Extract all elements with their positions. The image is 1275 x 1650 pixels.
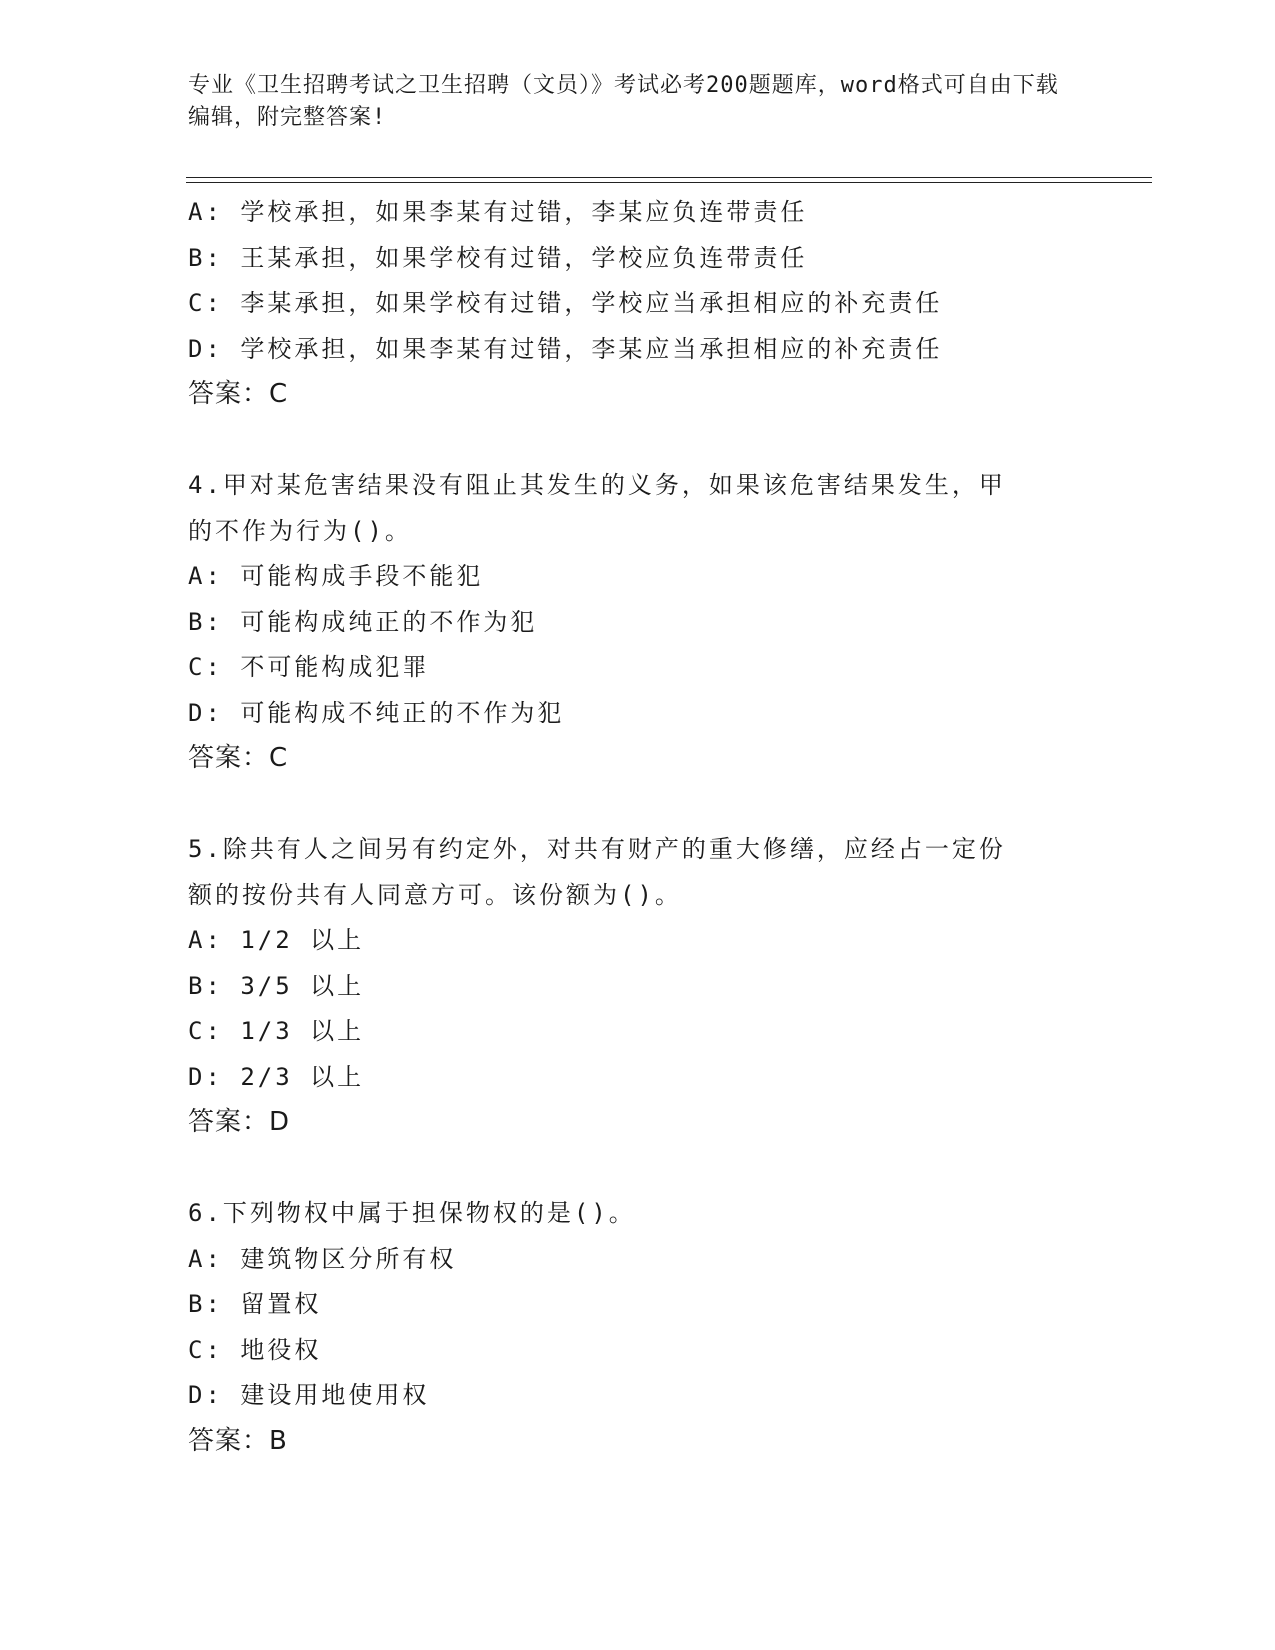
question-stem: 5.除共有人之间另有约定外，对共有财产的重大修缮，应经占一定份 <box>188 835 1006 863</box>
spacer <box>188 418 1068 464</box>
option-b: B: 可能构成纯正的不作为犯 <box>188 607 538 636</box>
option-c: C: 地役权 <box>188 1335 322 1364</box>
answer-line: 答案：C <box>188 743 289 773</box>
header-rule-bottom <box>186 182 1152 183</box>
question-stem: 4.甲对某危害结果没有阻止其发生的义务，如果该危害结果发生，甲 <box>188 471 1006 499</box>
spacer <box>188 782 1068 828</box>
question-list <box>188 190 1068 1464</box>
option-d: D: 学校承担，如果李某有过错，李某应当承担相应的补充责任 <box>188 334 943 363</box>
question-stem-continued: 的不作为行为()。 <box>188 516 412 545</box>
answer-line: 答案：C <box>188 379 289 409</box>
option-c: C: 不可能构成犯罪 <box>188 653 430 681</box>
answer-line: 答案：B <box>188 1425 288 1456</box>
option-b: B: 王某承担，如果学校有过错，学校应负连带责任 <box>188 243 808 272</box>
document-title: 专业《卫生招聘考试之卫生招聘（文员）》考试必考200题题库，word格式可自由下载编辑，附完整答案! <box>188 73 1059 130</box>
option-a: A: 1/2 以上 <box>188 926 365 954</box>
question-block <box>188 463 1068 782</box>
spacer <box>188 1146 1068 1192</box>
option-c: C: 李某承担，如果学校有过错，学校应当承担相应的补充责任 <box>188 289 943 317</box>
option-b: B: 留置权 <box>188 1290 322 1318</box>
option-a: A: 学校承担，如果李某有过错，李某应负连带责任 <box>188 198 808 226</box>
option-d: D: 可能构成不纯正的不作为犯 <box>188 698 565 727</box>
question-stem-continued: 额的按份共有人同意方可。该份额为()。 <box>188 880 682 909</box>
question-block <box>188 190 1068 418</box>
header-rule-top <box>186 177 1152 178</box>
question-block <box>188 827 1068 1146</box>
option-a: A: 建筑物区分所有权 <box>188 1244 457 1273</box>
option-d: D: 建设用地使用权 <box>188 1381 430 1409</box>
answer-line: 答案：D <box>188 1107 291 1137</box>
option-b: B: 3/5 以上 <box>188 971 365 1000</box>
question-stem: 6.下列物权中属于担保物权的是()。 <box>188 1199 636 1227</box>
question-block <box>188 1191 1068 1464</box>
option-c: C: 1/3 以上 <box>188 1017 365 1045</box>
option-d: D: 2/3 以上 <box>188 1062 365 1091</box>
option-a: A: 可能构成手段不能犯 <box>188 562 484 590</box>
